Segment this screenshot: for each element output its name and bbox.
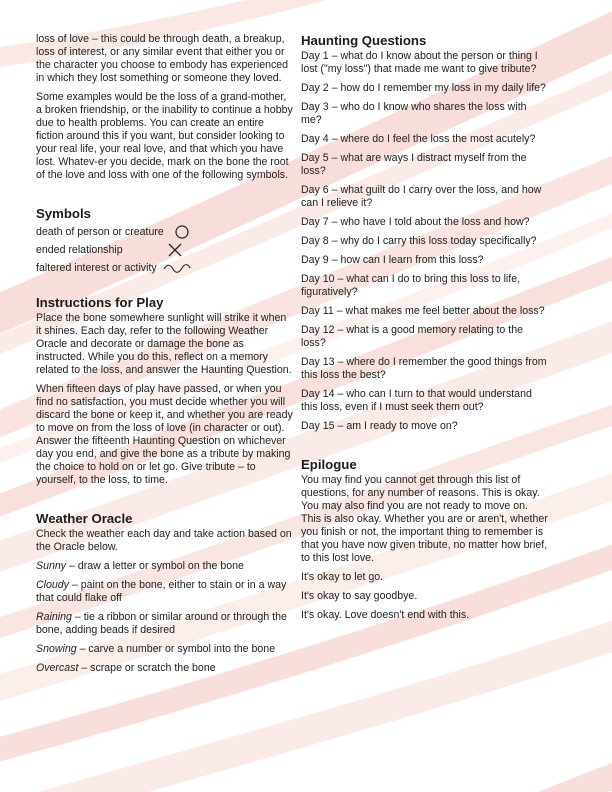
symbol-row-faltered (36, 259, 294, 277)
weather-term: Cloudy (36, 579, 69, 591)
symbol-row-ended (36, 241, 294, 259)
weather-term: Sunny (36, 560, 67, 572)
epilogue-line-2: It's okay to let go. (301, 571, 384, 583)
left-column (36, 33, 294, 681)
haunting-day-2: Day 2 – how do I remember my loss in my daily life? (301, 82, 546, 94)
weather-item-cloudy (36, 579, 294, 605)
epilogue-line-4: It's okay. Love doesn't end with this. (301, 609, 470, 621)
weather-text: – draw a letter or symbol on the bone (66, 560, 244, 572)
haunting-day-3: Day 3 – who do I know who shares the loss with me? (301, 101, 527, 126)
wavy-line-icon (163, 260, 191, 276)
haunting-day-7: Day 7 – who have I told about the loss and how? (301, 216, 530, 228)
instructions-paragraph-2: When fifteen days of play have passed, or when you find no satisfaction, you must decide whether you will discard the bone or keep it, and whether you are ready to move on from the loss of love (in character or out). Answer the fifteenth Haunting Question on whichever day you end, and give the bone as a tribute by making the choice to hold on or let go. Give tribute – to yourself, to the loss, to time. (36, 383, 293, 486)
haunting-heading: Haunting Questions (301, 33, 427, 48)
intro-paragraph-2: Some examples would be the loss of a grand-mother, a broken friendship, or the inability to continue a hobby due to health problems. You can create an entire fiction around this if you want, but consider looking to your real life, your real love, and that which you have lost. Whatev-er you decide, mark on the bone the root of the love and loss with one of the following symbols. (36, 91, 293, 181)
haunting-day-10: Day 10 – what can I do to bring this loss to life, figuratively? (301, 273, 521, 298)
instructions-paragraph-1: Place the bone somewhere sunlight will strike it when it shines. Each day, refer to the following Weather Oracle and decorate or damage the bone as instructed. While you do this, reflect on a memory related to the loss, and answer the Haunting Question. (36, 312, 292, 376)
circle-icon (170, 224, 194, 240)
haunting-day-9: Day 9 – how can I learn from this loss? (301, 254, 484, 266)
instructions-heading: Instructions for Play (36, 295, 164, 310)
epilogue-paragraph-1: You may find you cannot get through this list of questions, for any number of reasons. This is okay. You may also find you are not ready to move on. This is also okay. Whether you are or aren't, whether you finish or not, the important thing to remember is that you have now given tribute, no matter how brief, to this lost love. (301, 474, 548, 564)
haunting-day-4: Day 4 – where do I feel the loss the most acutely? (301, 133, 536, 145)
weather-heading: Weather Oracle (36, 511, 133, 526)
haunting-day-12: Day 12 – what is a good memory relating to the loss? (301, 324, 523, 349)
weather-text: – paint on the bone, either to stain or in a way that could flake off (36, 579, 287, 604)
weather-term: Raining (36, 611, 72, 623)
haunting-day-14: Day 14 – who can I turn to that would understand this loss, even if I must seek them out? (301, 388, 532, 413)
weather-term: Overcast (36, 662, 79, 674)
epilogue-line-3: It's okay to say goodbye. (301, 590, 418, 602)
weather-text: – scrape or scratch the bone (78, 662, 216, 674)
haunting-day-6: Day 6 – what guilt do I carry over the loss, and how can I relieve it? (301, 184, 542, 209)
weather-term: Snowing (36, 643, 77, 655)
haunting-day-15: Day 15 – am I ready to move on? (301, 420, 458, 432)
weather-text: – carve a number or symbol into the bone (76, 643, 276, 655)
haunting-day-11: Day 11 – what makes me feel better about the loss? (301, 305, 545, 317)
weather-intro: Check the weather each day and take action based on the Oracle below. (36, 528, 292, 553)
haunting-day-13: Day 13 – where do I remember the good things from this loss the best? (301, 356, 547, 381)
symbol-label: faltered interest or activity (36, 261, 157, 274)
haunting-day-5: Day 5 – what are ways I distract myself from the loss? (301, 152, 527, 177)
right-column (301, 33, 549, 628)
symbol-row-death (36, 223, 294, 241)
weather-item-snowing (36, 643, 294, 656)
haunting-day-1: Day 1 – what do I know about the person or thing I lost ("my loss") that made me want to give tribute? (301, 50, 538, 75)
symbol-label: death of person or creature (36, 225, 164, 238)
weather-text: – tie a ribbon or similar around or through the bone, adding beads if desired (36, 611, 287, 636)
symbol-label: ended relationship (36, 243, 123, 256)
weather-item-overcast (36, 662, 294, 675)
weather-item-sunny (36, 560, 294, 573)
x-mark-icon (163, 242, 187, 258)
intro-paragraph-1: loss of love – this could be through death, a breakup, loss of interest, or any similar event that either you or the character you choose to embody has experienced in which they lost something or someone they loved. (36, 33, 289, 84)
epilogue-heading: Epilogue (301, 457, 357, 472)
haunting-day-8: Day 8 – why do I carry this loss today specifically? (301, 235, 537, 247)
weather-item-raining (36, 611, 294, 637)
symbols-heading: Symbols (36, 206, 91, 221)
